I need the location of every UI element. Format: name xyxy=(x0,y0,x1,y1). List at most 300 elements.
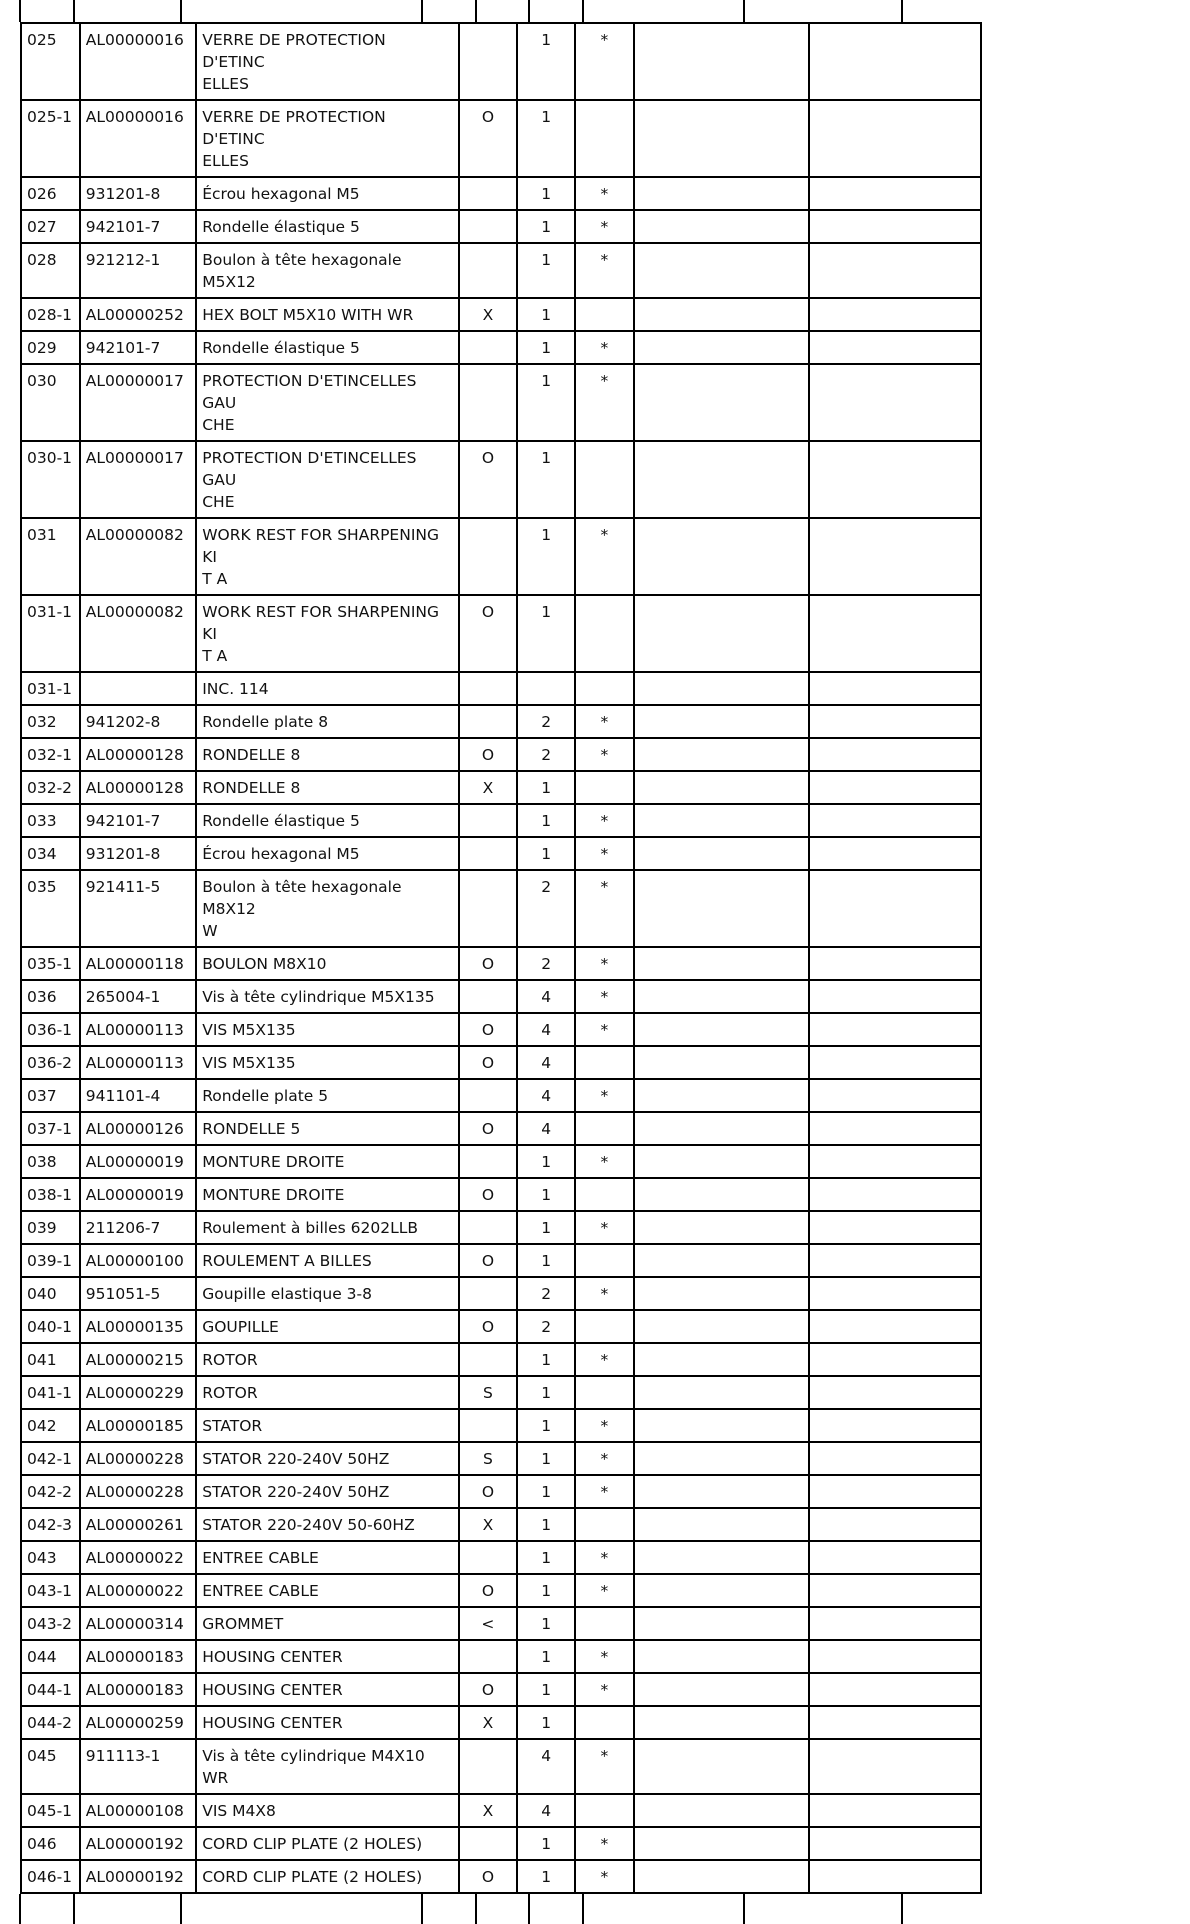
cell-empty-b xyxy=(809,1541,981,1574)
description-line: Boulon à tête hexagonale M8X12 xyxy=(202,878,402,918)
cell-part-code: AL00000017 xyxy=(80,441,196,518)
cell-flag: O xyxy=(459,595,518,672)
cell-empty-a xyxy=(634,1640,809,1673)
cell-item-number: 041-1 xyxy=(21,1376,80,1409)
description-line: GROMMET xyxy=(202,1615,284,1633)
cell-flag: X xyxy=(459,1508,518,1541)
cell-mark: * xyxy=(575,1475,634,1508)
cell-empty-a xyxy=(634,1508,809,1541)
cell-empty-a xyxy=(634,947,809,980)
cell-quantity: 4 xyxy=(517,1794,575,1827)
cell-item-number: 043-2 xyxy=(21,1607,80,1640)
cell-mark: * xyxy=(575,1860,634,1893)
cell-empty-b xyxy=(809,1178,981,1211)
cell-flag: O xyxy=(459,1860,518,1893)
cell-mark: * xyxy=(575,210,634,243)
cell-quantity: 1 xyxy=(517,1409,575,1442)
cell-mark: * xyxy=(575,1277,634,1310)
cell-empty-b xyxy=(809,1343,981,1376)
cell-mark: * xyxy=(575,1739,634,1794)
cell-part-code: AL00000019 xyxy=(80,1178,196,1211)
cell-empty-a xyxy=(634,1541,809,1574)
cell-description xyxy=(196,738,458,771)
cell-empty-b xyxy=(809,1574,981,1607)
table-row xyxy=(21,23,981,100)
description-line: Vis à tête cylindrique M5X135 xyxy=(202,988,435,1006)
cell-empty-a xyxy=(634,1673,809,1706)
cell-item-number: 025 xyxy=(21,23,80,100)
cell-empty-a xyxy=(634,1013,809,1046)
description-line: STATOR xyxy=(202,1417,263,1435)
cell-item-number: 037-1 xyxy=(21,1112,80,1145)
description-line: Roulement à billes 6202LLB xyxy=(202,1219,418,1237)
cell-part-code: 941202-8 xyxy=(80,705,196,738)
cell-flag xyxy=(459,1079,518,1112)
cell-quantity: 1 xyxy=(517,100,575,177)
cell-empty-a xyxy=(634,1145,809,1178)
cell-description xyxy=(196,441,458,518)
cell-mark: * xyxy=(575,1541,634,1574)
cell-empty-b xyxy=(809,1607,981,1640)
table-row xyxy=(21,771,981,804)
cell-part-code: AL00000128 xyxy=(80,771,196,804)
cell-quantity: 1 xyxy=(517,1607,575,1640)
cell-part-code: AL00000016 xyxy=(80,100,196,177)
cell-mark: * xyxy=(575,243,634,298)
cell-empty-b xyxy=(809,1673,981,1706)
cell-empty-b xyxy=(809,364,981,441)
cell-description xyxy=(196,1706,458,1739)
cell-quantity: 1 xyxy=(517,1640,575,1673)
cell-flag: O xyxy=(459,1310,518,1343)
cell-flag xyxy=(459,1541,518,1574)
cell-part-code: AL00000019 xyxy=(80,1145,196,1178)
description-line: GOUPILLE xyxy=(202,1318,279,1336)
cell-description xyxy=(196,23,458,100)
cell-mark xyxy=(575,1112,634,1145)
cell-part-code: AL00000183 xyxy=(80,1640,196,1673)
description-line: T A xyxy=(202,570,228,588)
cell-empty-b xyxy=(809,1244,981,1277)
cell-quantity: 1 xyxy=(517,837,575,870)
table-row xyxy=(21,1310,981,1343)
table-row xyxy=(21,672,981,705)
cell-mark: * xyxy=(575,1211,634,1244)
cell-empty-b xyxy=(809,298,981,331)
cell-part-code: 931201-8 xyxy=(80,837,196,870)
cell-mark xyxy=(575,1376,634,1409)
cell-empty-a xyxy=(634,738,809,771)
cell-part-code xyxy=(80,672,196,705)
cell-empty-a xyxy=(634,177,809,210)
cell-flag: O xyxy=(459,1244,518,1277)
description-line: Rondelle plate 5 xyxy=(202,1087,329,1105)
cell-empty-a xyxy=(634,595,809,672)
cell-item-number: 030-1 xyxy=(21,441,80,518)
cell-empty-a xyxy=(634,331,809,364)
table-row xyxy=(21,210,981,243)
cell-flag xyxy=(459,331,518,364)
cell-item-number: 045-1 xyxy=(21,1794,80,1827)
description-line: WORK REST FOR SHARPENING KI xyxy=(202,526,439,566)
cell-empty-a xyxy=(634,364,809,441)
table-row xyxy=(21,870,981,947)
cell-empty-a xyxy=(634,298,809,331)
cell-description xyxy=(196,1640,458,1673)
cell-part-code: AL00000192 xyxy=(80,1860,196,1893)
cell-description xyxy=(196,1013,458,1046)
cell-part-code: AL00000128 xyxy=(80,738,196,771)
cell-flag: O xyxy=(459,441,518,518)
cell-description xyxy=(196,870,458,947)
cell-flag: O xyxy=(459,1112,518,1145)
cell-description xyxy=(196,1442,458,1475)
cell-mark: * xyxy=(575,331,634,364)
cell-mark xyxy=(575,1310,634,1343)
cell-item-number: 039 xyxy=(21,1211,80,1244)
table-row xyxy=(21,1178,981,1211)
cell-empty-b xyxy=(809,1739,981,1794)
cell-quantity: 1 xyxy=(517,1508,575,1541)
cell-empty-b xyxy=(809,331,981,364)
cell-item-number: 032-1 xyxy=(21,738,80,771)
cell-description xyxy=(196,980,458,1013)
cell-item-number: 042 xyxy=(21,1409,80,1442)
cell-item-number: 041 xyxy=(21,1343,80,1376)
cell-empty-b xyxy=(809,1376,981,1409)
cell-mark: * xyxy=(575,1673,634,1706)
cell-flag xyxy=(459,1409,518,1442)
description-line: HOUSING CENTER xyxy=(202,1714,343,1732)
cell-empty-b xyxy=(809,1475,981,1508)
cell-quantity: 2 xyxy=(517,738,575,771)
cell-item-number: 031-1 xyxy=(21,595,80,672)
cell-empty-a xyxy=(634,1310,809,1343)
cell-description xyxy=(196,1145,458,1178)
description-line: STATOR 220-240V 50HZ xyxy=(202,1450,390,1468)
cell-empty-b xyxy=(809,1112,981,1145)
description-line: T A xyxy=(202,647,228,665)
table-row xyxy=(21,1640,981,1673)
cell-empty-b xyxy=(809,1079,981,1112)
table-row xyxy=(21,1739,981,1794)
cell-item-number: 043-1 xyxy=(21,1574,80,1607)
cell-mark xyxy=(575,100,634,177)
cell-description xyxy=(196,1409,458,1442)
description-line: Rondelle élastique 5 xyxy=(202,218,360,236)
cell-description xyxy=(196,1739,458,1794)
cell-quantity: 4 xyxy=(517,1013,575,1046)
cell-item-number: 028 xyxy=(21,243,80,298)
cell-flag: O xyxy=(459,947,518,980)
cell-empty-b xyxy=(809,947,981,980)
cell-empty-b xyxy=(809,837,981,870)
cell-quantity: 1 xyxy=(517,1860,575,1893)
cell-item-number: 035 xyxy=(21,870,80,947)
table-row xyxy=(21,1574,981,1607)
cell-empty-b xyxy=(809,243,981,298)
cell-part-code: AL00000252 xyxy=(80,298,196,331)
cell-empty-b xyxy=(809,771,981,804)
table-row xyxy=(21,1706,981,1739)
cell-empty-b xyxy=(809,1145,981,1178)
cell-item-number: 034 xyxy=(21,837,80,870)
description-line: MONTURE DROITE xyxy=(202,1186,345,1204)
cell-part-code: AL00000126 xyxy=(80,1112,196,1145)
description-line: ENTREE CABLE xyxy=(202,1549,319,1567)
cell-mark: * xyxy=(575,870,634,947)
cell-mark: * xyxy=(575,1442,634,1475)
cell-quantity: 1 xyxy=(517,364,575,441)
cell-mark: * xyxy=(575,738,634,771)
cell-mark xyxy=(575,1046,634,1079)
cell-item-number: 035-1 xyxy=(21,947,80,980)
cell-mark xyxy=(575,298,634,331)
cell-item-number: 046-1 xyxy=(21,1860,80,1893)
description-line: RONDELLE 8 xyxy=(202,779,301,797)
cell-empty-b xyxy=(809,1013,981,1046)
cell-part-code: AL00000228 xyxy=(80,1475,196,1508)
cell-quantity: 1 xyxy=(517,210,575,243)
cell-mark: * xyxy=(575,1827,634,1860)
cell-part-code: AL00000314 xyxy=(80,1607,196,1640)
table-row xyxy=(21,738,981,771)
cell-part-code: AL00000192 xyxy=(80,1827,196,1860)
cell-empty-b xyxy=(809,1794,981,1827)
parts-table-body xyxy=(21,23,981,1893)
cell-quantity: 4 xyxy=(517,1046,575,1079)
cell-quantity: 2 xyxy=(517,870,575,947)
cell-quantity: 1 xyxy=(517,298,575,331)
table-row xyxy=(21,1827,981,1860)
cell-quantity: 2 xyxy=(517,1277,575,1310)
description-line: ROTOR xyxy=(202,1384,258,1402)
cell-mark xyxy=(575,595,634,672)
cell-quantity: 1 xyxy=(517,518,575,595)
cell-part-code: AL00000017 xyxy=(80,364,196,441)
description-line: Écrou hexagonal M5 xyxy=(202,185,360,203)
cell-part-code: 951051-5 xyxy=(80,1277,196,1310)
description-line: MONTURE DROITE xyxy=(202,1153,345,1171)
cell-item-number: 027 xyxy=(21,210,80,243)
table-row xyxy=(21,595,981,672)
description-line: ELLES xyxy=(202,75,249,93)
cell-empty-a xyxy=(634,705,809,738)
cell-empty-a xyxy=(634,837,809,870)
cell-flag: O xyxy=(459,1673,518,1706)
cell-part-code: 265004-1 xyxy=(80,980,196,1013)
table-row xyxy=(21,331,981,364)
cell-quantity: 1 xyxy=(517,1343,575,1376)
cell-empty-a xyxy=(634,1574,809,1607)
cell-quantity: 2 xyxy=(517,947,575,980)
description-line: W xyxy=(202,922,218,940)
cell-empty-a xyxy=(634,1607,809,1640)
table-bottom-continuation xyxy=(20,1894,982,1924)
cell-item-number: 044 xyxy=(21,1640,80,1673)
cell-mark: * xyxy=(575,980,634,1013)
cell-flag: S xyxy=(459,1442,518,1475)
table-row xyxy=(21,364,981,441)
cell-part-code: 942101-7 xyxy=(80,210,196,243)
cell-quantity: 1 xyxy=(517,1244,575,1277)
cell-description xyxy=(196,1112,458,1145)
cell-item-number: 045 xyxy=(21,1739,80,1794)
cell-description xyxy=(196,1310,458,1343)
description-line: PROTECTION D'ETINCELLES GAU xyxy=(202,449,417,489)
cell-flag: X xyxy=(459,298,518,331)
cell-flag xyxy=(459,1277,518,1310)
table-row xyxy=(21,1442,981,1475)
cell-flag xyxy=(459,837,518,870)
cell-mark xyxy=(575,1508,634,1541)
cell-flag xyxy=(459,705,518,738)
cell-empty-a xyxy=(634,1827,809,1860)
cell-part-code: AL00000259 xyxy=(80,1706,196,1739)
table-row xyxy=(21,1376,981,1409)
cell-empty-b xyxy=(809,672,981,705)
cell-quantity: 1 xyxy=(517,177,575,210)
cell-item-number: 042-3 xyxy=(21,1508,80,1541)
cell-flag xyxy=(459,1343,518,1376)
cell-flag xyxy=(459,518,518,595)
cell-description xyxy=(196,1046,458,1079)
description-line: HOUSING CENTER xyxy=(202,1681,343,1699)
cell-part-code: AL00000082 xyxy=(80,518,196,595)
table-row xyxy=(21,1079,981,1112)
cell-mark xyxy=(575,1178,634,1211)
cell-empty-b xyxy=(809,518,981,595)
cell-quantity: 1 xyxy=(517,1178,575,1211)
cell-description xyxy=(196,177,458,210)
cell-empty-a xyxy=(634,210,809,243)
table-row xyxy=(21,1860,981,1893)
description-line: STATOR 220-240V 50-60HZ xyxy=(202,1516,415,1534)
table-row xyxy=(21,518,981,595)
cell-quantity: 2 xyxy=(517,1310,575,1343)
table-row xyxy=(21,1409,981,1442)
cell-mark: * xyxy=(575,1013,634,1046)
cell-part-code: AL00000215 xyxy=(80,1343,196,1376)
cell-item-number: 043 xyxy=(21,1541,80,1574)
description-line: Rondelle élastique 5 xyxy=(202,339,360,357)
cell-quantity: 1 xyxy=(517,23,575,100)
cell-quantity: 1 xyxy=(517,771,575,804)
description-line: RONDELLE 8 xyxy=(202,746,301,764)
cell-part-code: AL00000022 xyxy=(80,1541,196,1574)
cell-item-number: 040-1 xyxy=(21,1310,80,1343)
cell-quantity: 2 xyxy=(517,705,575,738)
cell-description xyxy=(196,771,458,804)
description-line: Boulon à tête hexagonale M5X12 xyxy=(202,251,402,291)
cell-empty-a xyxy=(634,1046,809,1079)
cell-description xyxy=(196,1508,458,1541)
cell-quantity: 1 xyxy=(517,243,575,298)
cell-flag: X xyxy=(459,1706,518,1739)
description-line: STATOR 220-240V 50HZ xyxy=(202,1483,390,1501)
cell-description xyxy=(196,1607,458,1640)
description-line: CHE xyxy=(202,416,235,434)
cell-description xyxy=(196,364,458,441)
cell-empty-a xyxy=(634,1442,809,1475)
cell-empty-a xyxy=(634,1409,809,1442)
cell-description xyxy=(196,1079,458,1112)
cell-part-code: 911113-1 xyxy=(80,1739,196,1794)
cell-part-code: AL00000229 xyxy=(80,1376,196,1409)
description-line: INC. 114 xyxy=(202,680,269,698)
cell-description xyxy=(196,1574,458,1607)
table-row xyxy=(21,1475,981,1508)
table-row xyxy=(21,1211,981,1244)
cell-part-code: AL00000183 xyxy=(80,1673,196,1706)
description-line: ROULEMENT A BILLES xyxy=(202,1252,372,1270)
cell-empty-a xyxy=(634,518,809,595)
cell-flag xyxy=(459,1827,518,1860)
cell-flag xyxy=(459,1739,518,1794)
description-line: VIS M5X135 xyxy=(202,1021,296,1039)
cell-empty-a xyxy=(634,243,809,298)
table-row xyxy=(21,1046,981,1079)
table-row xyxy=(21,1607,981,1640)
cell-quantity: 1 xyxy=(517,1376,575,1409)
cell-description xyxy=(196,1794,458,1827)
cell-mark xyxy=(575,441,634,518)
cell-empty-b xyxy=(809,1310,981,1343)
cell-quantity: 4 xyxy=(517,980,575,1013)
table-row xyxy=(21,1112,981,1145)
cell-flag: O xyxy=(459,1475,518,1508)
cell-empty-a xyxy=(634,1244,809,1277)
cell-part-code: AL00000082 xyxy=(80,595,196,672)
cell-empty-b xyxy=(809,441,981,518)
description-line: HEX BOLT M5X10 WITH WR xyxy=(202,306,414,324)
cell-mark: * xyxy=(575,1640,634,1673)
cell-part-code: AL00000113 xyxy=(80,1013,196,1046)
table-row xyxy=(21,1794,981,1827)
cell-description xyxy=(196,947,458,980)
cell-mark: * xyxy=(575,1079,634,1112)
cell-empty-b xyxy=(809,1860,981,1893)
cell-empty-b xyxy=(809,705,981,738)
cell-quantity: 1 xyxy=(517,804,575,837)
cell-part-code: AL00000185 xyxy=(80,1409,196,1442)
cell-item-number: 042-2 xyxy=(21,1475,80,1508)
cell-quantity: 1 xyxy=(517,1574,575,1607)
cell-empty-b xyxy=(809,177,981,210)
cell-description xyxy=(196,518,458,595)
cell-item-number: 040 xyxy=(21,1277,80,1310)
description-line: Rondelle élastique 5 xyxy=(202,812,360,830)
cell-empty-a xyxy=(634,804,809,837)
cell-mark: * xyxy=(575,1409,634,1442)
cell-item-number: 032 xyxy=(21,705,80,738)
cell-empty-a xyxy=(634,1794,809,1827)
cell-empty-a xyxy=(634,441,809,518)
cell-empty-b xyxy=(809,738,981,771)
cell-quantity xyxy=(517,672,575,705)
cell-item-number: 026 xyxy=(21,177,80,210)
table-row xyxy=(21,705,981,738)
cell-mark: * xyxy=(575,705,634,738)
cell-description xyxy=(196,1343,458,1376)
cell-empty-b xyxy=(809,1046,981,1079)
description-line: HOUSING CENTER xyxy=(202,1648,343,1666)
cell-part-code: AL00000108 xyxy=(80,1794,196,1827)
cell-description xyxy=(196,298,458,331)
description-line: PROTECTION D'ETINCELLES GAU xyxy=(202,372,417,412)
cell-description xyxy=(196,243,458,298)
cell-part-code: 931201-8 xyxy=(80,177,196,210)
